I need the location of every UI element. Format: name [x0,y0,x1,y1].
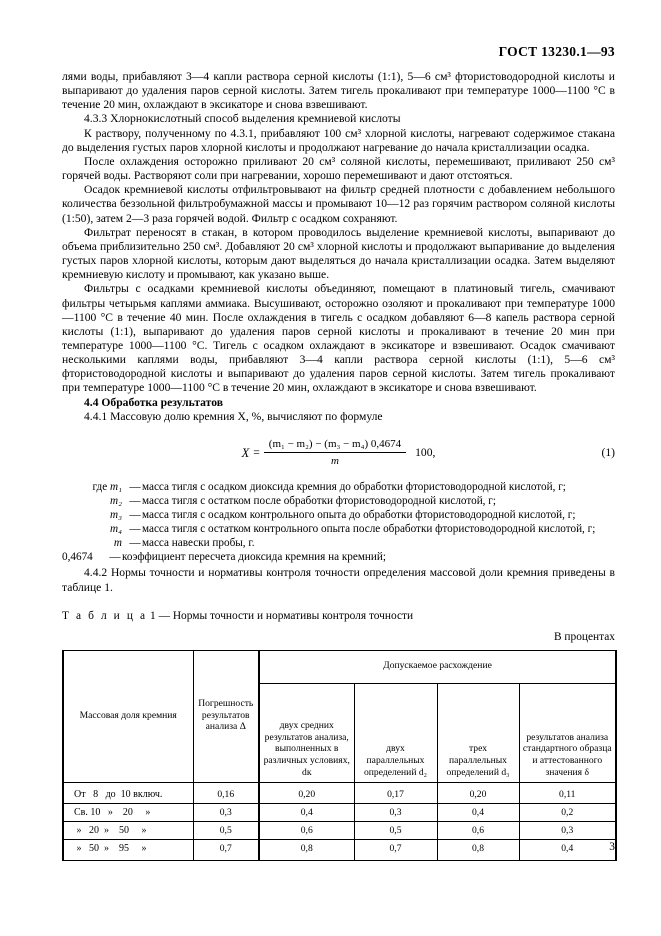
cell-two-mean: 0,6 [259,822,354,840]
definition-row [62,550,615,564]
table-caption-number: 1 [150,609,156,622]
column-header-mass-fraction: Массовая доля кремния [63,651,193,783]
table-row [63,804,616,822]
column-header-allowable-divergence: Допускаемое расхождение [259,651,616,684]
cell-standard-sample: 0,2 [519,804,616,822]
cell-two-mean: 0,8 [259,840,354,861]
definition-dash: — [129,537,141,550]
cell-error: 0,5 [193,822,259,840]
column-header-two-parallel: двух параллельных определений d₂ [354,684,437,783]
formula-expression [242,437,436,468]
cell-standard-sample: 0,11 [519,783,616,804]
paragraph-4-4-2: 4.4.2 Нормы точности и нормативы контроля точности определения массовой доли кремния приведены в таблице 1. [62,566,615,594]
definition-text: коэффициент пересчета диоксида кремния на кремний; [122,551,386,564]
cell-standard-sample: 0,4 [519,840,616,861]
definition-text: масса тигля с осадком диоксида кремния до обработки фтористоводородной кислотой, г; [142,480,566,493]
definition-symbol: m [113,537,122,550]
cell-error: 0,3 [193,804,259,822]
table-row [63,783,616,804]
formula-variable: X [241,445,250,460]
paragraph-chlorine-acid-1: К раствору, полученному по 4.3.1, прибавляют 100 см³ хлорной кислоты, нагревают содержимое стакана до выделения густых паров хлорной кислоты и продолжают нагревание до начала кристаллизации осадка. [62,126,615,154]
cell-three-parallel: 0,4 [437,804,519,822]
cell-three-parallel: 0,20 [437,783,519,804]
table-body [63,783,616,861]
cell-two-parallel: 0,3 [354,804,437,822]
heading-4-3-3: 4.3.3 Хлорнокислотный способ выделения кремниевой кислоты [84,112,401,126]
cell-two-mean: 0,4 [259,804,354,822]
accuracy-norms-table [62,650,617,861]
cell-three-parallel: 0,8 [437,840,519,861]
formula-multiplier: 100, [415,445,436,459]
cell-standard-sample: 0,3 [519,822,616,840]
definition-row [62,508,615,522]
definition-symbol: 0,4674 [62,551,93,564]
definition-row [62,480,615,494]
definition-row [62,494,615,508]
cell-two-parallel: 0,5 [354,822,437,840]
table-header-row-group [63,651,616,684]
paragraph-cooling: После охлаждения осторожно приливают 20 см³ соляной кислоты, перемешивают, приливают 250 см³ горячей воды. Растворяют соли при нагревании, хорошо перемешивают и дают отстояться. [62,154,615,183]
definition-dash: — [109,551,121,564]
definition-text: масса тигля с остатком после обработки фтористоводородной кислотой, г; [142,495,496,507]
definition-symbol [62,480,128,494]
paragraph-precipitate-filter: Осадок кремниевой кислоты отфильтровывают на фильтр средней плотности с добавлением небольшого количества беззольной фильтробумажной массы и промывают 10—12 раз горячим раствором соляной кислоты (1:50), затем 2—3 раза горячей водой. Фильтр с осадком сохраняют. [62,183,615,225]
standard-number: ГОСТ 13230.1—93 [498,44,615,59]
column-header-standard-sample: результатов анализа стандартного образца и аттестованного значения δ [519,684,616,783]
definition-text: масса тигля с остатком контрольного опыта после обработки фтористоводородной кислотой, г; [142,523,596,536]
table-caption-label: Т а б л и ц а [62,609,148,622]
definition-dash: — [129,523,141,536]
formula-block [62,436,615,470]
cell-error: 0,16 [193,783,259,804]
cell-two-parallel: 0,7 [354,840,437,861]
table-caption [62,609,615,623]
definition-dash: — [129,509,141,522]
definition-dash: — [129,480,141,493]
paragraph-4-4-1: 4.4.1 Массовую долю кремния X, %, вычисляют по формуле [84,409,383,423]
cell-two-mean: 0,20 [259,783,354,804]
paragraph-continuation: лями воды, прибавляют 3—4 капли раствора серной кислоты (1:1), 5—6 см³ фтористоводородной кислоты и выпаривают до удаления паров серной кислоты. Затем тигель прокаливают при температуре 1000—1100 °С в течение 20 мин, охлаждают в эксикаторе и снова взвешивают. [62,70,615,112]
cell-range: От 8 до 10 включ. [63,783,193,804]
cell-range: » 50 » 95 » [63,840,193,861]
table-caption-title: Нормы точности и нормативы контроля точности [172,609,414,622]
definition-symbol-text: m₁ [110,480,122,493]
table-caption-dash: — [158,609,170,622]
table-row [63,840,616,861]
column-header-error: Погрешность результатов анализа Δ [193,651,259,783]
page-number: 3 [609,841,615,853]
cell-two-parallel: 0,17 [354,783,437,804]
definition-row [62,536,615,550]
cell-error: 0,7 [193,840,259,861]
paragraph-filtrate: Фильтрат переносят в стакан, в котором проводилось выделение кремниевой кислоты, выпаривают до объема приблизительно 250 см³. Добавляют 20 см³ хлорной кислоты и продолжают выпаривание до выделения густых паров хлорной кислоты, которым дают выделяться до начала кристаллизации осадка. Затем выделяют кремниевую кислоту и промывают, как указано выше. [62,225,615,282]
definition-symbol: m₃ [110,509,122,522]
definition-text: масса тигля с осадком контрольного опыта до обработки фтористоводородной кислотой, г; [142,509,576,522]
table-units-note: В процентах [553,630,615,643]
heading-4-4: 4.4 Обработка результатов [84,395,223,409]
formula-numerator: (m₁ − m₂) − (m₃ − m₄) 0,4674 [264,437,406,453]
formula-fraction [264,437,406,468]
formula-number: (1) [601,445,615,459]
table-row [63,822,616,840]
table-header [63,651,616,783]
symbol-definition-list [62,480,615,565]
column-header-two-mean-results: двух средних результатов анализа, выполненных в различных условиях, dк [259,684,354,783]
cell-three-parallel: 0,6 [437,822,519,840]
formula-denominator: m [330,455,339,468]
paragraph-filters-combined: Фильтры с осадками кремниевой кислоты объединяют, помещают в платиновый тигель, смачивают фильтры четырьмя каплями аммиака. Высушивают, осторожно озоляют и прокаливают при температуре 1000—1100 °С в течение 40 мин. После охлаждения в тигель с осадком добавляют 6—8 капель раствора серной кислоты (1:1), выпаривают до удаления паров серной кислоты и прокаливают в течение 20 мин при температуре 1000—1100 °С. Тигель с осадком охлаждают в эксикаторе и взвешивают. Осадок смачивают несколькими каплями воды, прибавляют 3—4 капли раствора серной кислоты (1:1), 5—6 см³ фтористоводородной кислоты и выпаривают до удаления паров серной кислоты. Затем тигель прокаливают при температуре 1000—1100 °С в течение 20 мин, охлаждают в эксикаторе и снова взвешивают. [62,282,615,395]
formula-equals: = [253,445,260,459]
page-header [62,44,615,60]
definition-symbol: m₄ [110,523,122,536]
definition-row [62,522,615,536]
definition-symbol: m₂ [110,495,122,507]
definition-lead: где [92,480,108,493]
definition-dash: — [129,495,141,507]
cell-range: » 20 » 50 » [63,822,193,840]
column-header-three-parallel: трех параллельных определений d₃ [437,684,519,783]
document-body [62,70,615,861]
definition-text: масса навески пробы, г. [142,537,255,550]
cell-range: Св. 10 » 20 » [63,804,193,822]
